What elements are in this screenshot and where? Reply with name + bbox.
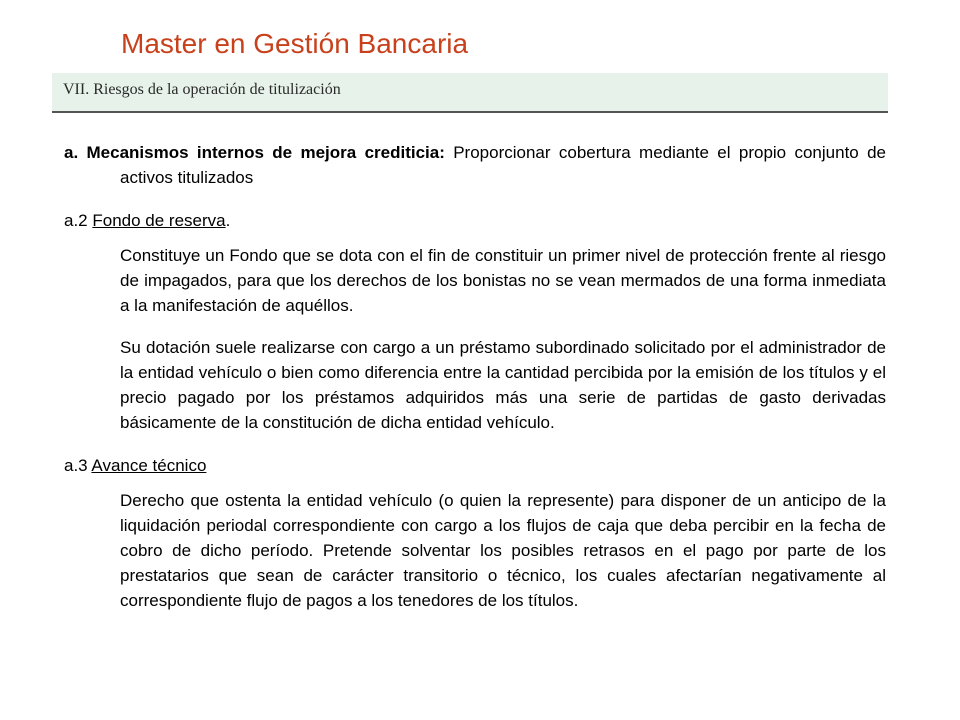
- section-band: [52, 73, 888, 113]
- point-a-text: Proporcionar cobertura mediante el propio conjunto de activos titulizados: [120, 143, 886, 187]
- a3-heading-line: [64, 453, 886, 478]
- point-a-paragraph: [64, 140, 886, 190]
- a2-heading: Fondo de reserva: [92, 211, 226, 230]
- a2-prefix: a.2: [64, 211, 93, 230]
- a2-suffix: .: [225, 211, 231, 230]
- point-a-heading: a. Mecanismos internos de mejora crediticia:: [64, 143, 445, 162]
- a2-paragraph-1: Constituye un Fondo que se dota con el fin de constituir un primer nivel de protección frente al riesgo de impagados, para que los derechos de los bonistas no se vean mermados de una forma inmediata a la manifestación de aquéllos.: [120, 246, 886, 315]
- a2-heading-line: [64, 208, 886, 233]
- a3-heading: Avance técnico: [91, 456, 207, 475]
- a3-paragraph-1: Derecho que ostenta la entidad vehículo (o quien la represente) para disponer de un anticipo de la liquidación periodal correspondiente con cargo a los flujos de caja que deba percibir en la fecha de cobro de dicho período. Pretende solventar los posibles retrasos en el pago por parte de los prestatarios que sean de carácter transitorio o técnico, los cuales afectarían negativamente al correspondiente flujo de pagos a los tenedores de los títulos.: [120, 491, 886, 610]
- page-title: Master en Gestión Bancaria: [121, 28, 469, 59]
- a3-prefix: a.3: [64, 456, 92, 475]
- slide-content: [64, 140, 886, 630]
- section-title: VII. Riesgos de la operación de titulización: [63, 81, 341, 98]
- a2-paragraph-2: Su dotación suele realizarse con cargo a un préstamo subordinado solicitado por el administrador de la entidad vehículo o bien como diferencia entre la cantidad percibida por la emisión de los títulos y el precio pagado por los préstamos adquiridos más una serie de partidas de gasto derivadas básicamente de la constitución de dicha entidad vehículo.: [120, 338, 886, 432]
